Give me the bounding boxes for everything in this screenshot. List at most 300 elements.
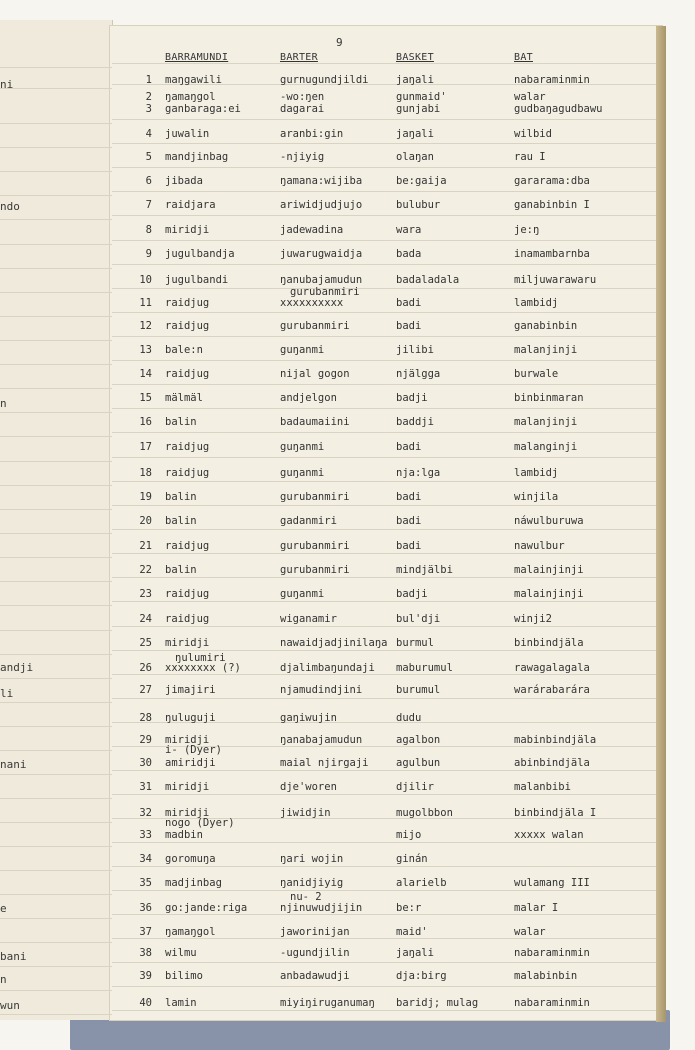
left-ruled-line [0,822,112,823]
barter-cell: -njiyig [280,151,325,163]
barramundi-cell: raidjug [165,467,210,479]
basket-cell: agulbun [396,757,441,769]
barter-cell: xxxxxxxxxx [280,297,344,309]
row-number: 4 [145,128,152,140]
bat-cell: winji2 [514,613,552,625]
barter-cell: juwarugwaidja [280,248,363,260]
header-barter: BARTER [280,52,318,63]
basket-cell: jilibi [396,344,434,356]
left-ruled-line [0,88,112,89]
ruled-line [112,312,656,313]
basket-cell: badji [396,392,428,404]
barramundi-cell: miridji [165,734,210,746]
bat-cell: malainjinji [514,564,584,576]
table-row [0,344,695,358]
left-ruled-line [0,894,112,895]
barter-cell: dagarai [280,103,325,115]
ruled-line [112,215,656,216]
table-row [0,103,695,117]
left-ruled-line [0,726,112,727]
row-number: 39 [139,970,152,982]
left-ruled-line [0,966,112,967]
left-ruled-line [0,870,112,871]
left-ruled-line [0,364,112,365]
bat-cell: rawagalagala [514,662,590,674]
left-ruled-line [0,750,112,751]
ruled-line [112,63,656,64]
row-number: 14 [139,368,152,380]
barramundi-cell: bale:n [165,344,203,356]
row-number: 21 [139,540,152,552]
basket-cell: bul'dji [396,613,441,625]
ruled-line [112,336,656,337]
row-number: 33 [139,829,152,841]
row-number: 18 [139,467,152,479]
barramundi-cell: ganbaraga:ei [165,103,241,115]
table-row [0,564,695,578]
barramundi-note: i- (Dyer) [165,744,222,756]
left-ruled-line [0,702,112,703]
barramundi-cell: balin [165,515,197,527]
table-row [0,224,695,238]
barter-cell: gurubanmiri [280,491,350,503]
bat-cell: warárabarára [514,684,590,696]
left-ruled-line [0,340,112,341]
left-ruled-line [0,990,112,991]
basket-cell: baridj; mulag [396,997,479,1009]
basket-cell: maid' [396,926,428,938]
row-number: 32 [139,807,152,819]
barramundi-cell: maŋgawili [165,74,222,86]
row-number: 7 [145,199,152,211]
barter-cell: gurubanmiri [280,564,350,576]
basket-cell: badji [396,588,428,600]
barter-cell: maial njirgaji [280,757,369,769]
table-row [0,926,695,940]
barramundi-cell: lamin [165,997,197,1009]
barramundi-cell: ŋamaŋgol [165,926,216,938]
barter-cell: gadanmiri [280,515,337,527]
barramundi-cell: jugulbandja [165,248,235,260]
left-ruled-line [0,605,112,606]
table-row [0,781,695,795]
bat-cell: abinbindjäla [514,757,590,769]
barter-cell: nawaidjadjinilaŋa [280,637,388,649]
barramundi-cell: wilmu [165,947,197,959]
row-number: 16 [139,416,152,428]
basket-cell: badi [396,540,422,552]
basket-cell: dudu [396,712,422,724]
barramundi-cell: ŋamaŋgol [165,91,216,103]
table-row [0,441,695,455]
row-number: 17 [139,441,152,453]
header-barramundi: BARRAMUNDI [165,52,229,63]
barter-cell: miyiŋiruganumaŋ [280,997,375,1009]
table-row [0,637,695,651]
barramundi-cell: raidjug [165,368,210,380]
basket-cell: jaŋali [396,128,434,140]
barter-cell: aranbi:gin [280,128,344,140]
barter-cell: guŋanmi [280,588,325,600]
row-number: 27 [139,684,152,696]
ruled-line [112,167,656,168]
barter-cell: guŋanmi [280,344,325,356]
basket-cell: ginán [396,853,428,865]
left-ruled-line [0,244,112,245]
left-ruled-line [0,412,112,413]
bat-cell: malar I [514,902,559,914]
barramundi-cell: miridji [165,807,210,819]
barter-note: nu- 2 [290,891,322,903]
row-number: 12 [139,320,152,332]
barramundi-cell: balin [165,564,197,576]
table-row [0,128,695,142]
left-ruled-line [0,123,112,124]
basket-cell: mugolbbon [396,807,453,819]
ruled-line [112,457,656,458]
barter-cell: njamudindjini [280,684,363,696]
table-row [0,248,695,262]
barter-cell: guŋanmi [280,441,325,453]
basket-cell: njälgga [396,368,441,380]
bat-cell: malanjinji [514,416,578,428]
table-row [0,416,695,430]
barramundi-cell: raidjara [165,199,216,211]
left-page-fragment: n [0,973,7,986]
basket-cell: olaŋan [396,151,434,163]
barramundi-cell: miridji [165,637,210,649]
left-ruled-line [0,581,112,582]
row-number: 40 [139,997,152,1009]
table-row [0,613,695,627]
bat-cell: binbindjäla I [514,807,597,819]
basket-cell: gunjabi [396,103,441,115]
left-ruled-line [0,942,112,943]
table-row [0,199,695,213]
basket-cell: badi [396,441,422,453]
basket-cell: jaŋali [396,947,434,959]
barter-cell: jaworinijan [280,926,350,938]
barramundi-cell: jimajiri [165,684,216,696]
header-bat: BAT [514,52,533,63]
table-row [0,757,695,771]
basket-cell: agalbon [396,734,441,746]
basket-cell: jaŋali [396,74,434,86]
basket-cell: be:gaija [396,175,447,187]
barter-cell: njinuwudjijin [280,902,363,914]
basket-cell: mijo [396,829,422,841]
row-number: 23 [139,588,152,600]
basket-cell: dja:birg [396,970,447,982]
basket-cell: badi [396,297,422,309]
row-number: 5 [145,151,152,163]
row-number: 24 [139,613,152,625]
basket-cell: be:r [396,902,422,914]
bat-cell: gudbaŋagudbawu [514,103,603,115]
ruled-line [112,384,656,385]
barter-cell: jiwidjin [280,807,331,819]
barter-cell: jadewadina [280,224,344,236]
table-row [0,175,695,189]
left-page-fragment: ndo [0,200,20,213]
ruled-line [112,360,656,361]
table-row [0,891,695,916]
left-ruled-line [0,630,112,631]
bat-cell: wilbid [514,128,552,140]
bat-cell: nawulbur [514,540,565,552]
bat-cell: wulamang III [514,877,590,889]
barter-cell: dje'woren [280,781,337,793]
row-number: 36 [139,902,152,914]
row-number: 10 [139,274,152,286]
row-number: 34 [139,853,152,865]
bat-cell: ganabinbin [514,320,578,332]
table-row [0,286,695,311]
basket-cell: badi [396,320,422,332]
table-row [0,467,695,481]
table-row [0,997,695,1011]
barramundi-cell: raidjug [165,441,210,453]
bat-cell: nabaraminmin [514,947,590,959]
barter-cell: ariwidjudjujo [280,199,363,211]
table-row [0,320,695,334]
basket-cell: burumul [396,684,441,696]
basket-cell: djilir [396,781,434,793]
bat-cell: xxxxx walan [514,829,584,841]
barter-cell: anbadawudji [280,970,350,982]
ruled-line [112,408,656,409]
left-ruled-line [0,1014,112,1015]
barramundi-cell: goromuŋa [165,853,216,865]
table-row [0,970,695,984]
barramundi-cell: raidjug [165,297,210,309]
table-row [0,853,695,867]
barter-cell: andjelgon [280,392,337,404]
row-number: 11 [139,297,152,309]
table-row [0,877,695,891]
barter-cell: -ugundjilin [280,947,350,959]
left-ruled-line [0,557,112,558]
left-ruled-line [0,846,112,847]
ruled-line [112,191,656,192]
left-page-fragment: andji [0,661,34,674]
left-ruled-line [0,533,112,534]
basket-cell: baddji [396,416,434,428]
left-ruled-line [0,461,112,462]
basket-cell: badaladala [396,274,460,286]
table-row [0,540,695,554]
table-row [0,947,695,961]
barter-cell: ŋanidjiyig [280,877,344,889]
barramundi-note: nogo (Dyer) [165,817,235,829]
bat-cell: winjila [514,491,559,503]
barter-cell: gaŋiwujin [280,712,337,724]
left-ruled-line [0,509,112,510]
bat-cell: nabaraminmin [514,74,590,86]
barramundi-note: ŋulumiri [175,652,226,664]
barramundi-cell: bilimo [165,970,203,982]
basket-cell: mindjälbi [396,564,453,576]
bat-cell: mabinbindjäla [514,734,597,746]
ruled-line [112,529,656,530]
row-number: 15 [139,392,152,404]
basket-cell: bada [396,248,422,260]
left-ruled-line [0,798,112,799]
row-number: 37 [139,926,152,938]
row-number: 8 [145,224,152,236]
bat-cell: burwale [514,368,559,380]
row-number: 6 [145,175,152,187]
left-ruled-line [0,268,112,269]
barter-cell: gurubanmiri [280,540,350,552]
barter-cell: nijal gogon [280,368,350,380]
basket-cell: wara [396,224,422,236]
left-ruled-line [0,918,112,919]
left-page-fragment: nani [0,758,27,771]
barramundi-cell: ŋuluguji [165,712,216,724]
table-row [0,734,695,756]
ruled-line [112,986,656,987]
left-ruled-line [0,67,112,68]
left-ruled-line [0,654,112,655]
ruled-line [112,240,656,241]
row-number: 3 [145,103,152,115]
left-page-fragment: ni [0,78,14,91]
row-number: 13 [139,344,152,356]
left-page-fragment: n [0,397,7,410]
row-number: 2 [145,91,152,103]
table-row [0,588,695,602]
row-number: 25 [139,637,152,649]
ruled-line [112,432,656,433]
left-ruled-line [0,316,112,317]
basket-cell: badi [396,515,422,527]
basket-cell: nja:lga [396,467,441,479]
page-number: 9 [336,36,343,49]
bat-cell: náwulburuwa [514,515,584,527]
table-row [0,491,695,505]
barter-cell: gurubanmiri [280,320,350,332]
ruled-line [112,698,656,699]
left-ruled-line [0,485,112,486]
left-page-fragment: wun [0,999,20,1012]
ruled-line [112,962,656,963]
row-number: 20 [139,515,152,527]
barramundi-cell: juwalin [165,128,210,140]
barter-note: gurubanmiri [290,286,360,298]
barramundi-cell: miridji [165,781,210,793]
bat-cell: malainjinji [514,588,584,600]
table-row [0,712,695,726]
barramundi-cell: go:jande:riga [165,902,248,914]
barter-cell: wiganamir [280,613,337,625]
bat-cell: malabinbin [514,970,578,982]
bat-cell: walar [514,91,546,103]
barramundi-cell: madjinbag [165,877,222,889]
table-row [0,368,695,382]
bat-cell: malanbibi [514,781,571,793]
barter-cell: ŋanabajamudun [280,734,363,746]
barramundi-cell: balin [165,416,197,428]
barter-cell: guŋanmi [280,467,325,479]
bat-cell: miljuwarawaru [514,274,597,286]
barramundi-cell: raidjug [165,540,210,552]
row-number: 29 [139,734,152,746]
bat-cell: binbindjäla [514,637,584,649]
row-number: 19 [139,491,152,503]
left-ruled-line [0,292,112,293]
left-ruled-line [0,147,112,148]
bat-cell: malanjinji [514,344,578,356]
table-row [0,652,695,676]
bat-cell: ganabinbin I [514,199,590,211]
row-number: 28 [139,712,152,724]
bat-cell: je:ŋ [514,224,540,236]
barramundi-cell: raidjug [165,588,210,600]
barramundi-cell: jugulbandi [165,274,229,286]
bat-cell: lambidj [514,467,559,479]
barter-cell: ŋari wojin [280,853,344,865]
bat-cell: lambidj [514,297,559,309]
left-page-fragment: bani [0,950,27,963]
row-number: 35 [139,877,152,889]
basket-cell: maburumul [396,662,453,674]
basket-cell: burmul [396,637,434,649]
bat-cell: binbinmaran [514,392,584,404]
barter-cell: gurnugundjildi [280,74,369,86]
bat-cell: rau I [514,151,546,163]
ruled-line [112,481,656,482]
barramundi-cell: raidjug [165,613,210,625]
ruled-line [112,264,656,265]
barramundi-cell: miridji [165,224,210,236]
row-number: 30 [139,757,152,769]
row-number: 1 [145,74,152,86]
ruled-line [112,505,656,506]
left-page-fragment: e [0,902,7,915]
barter-cell: ŋanubajamudun [280,274,363,286]
table-row [0,807,695,829]
bat-cell: walar [514,926,546,938]
table-row [0,684,695,698]
row-number: 38 [139,947,152,959]
left-ruled-line [0,195,112,196]
left-ruled-line [0,388,112,389]
barramundi-cell: balin [165,491,197,503]
table-row [0,515,695,529]
barter-cell: djalimbaŋundaji [280,662,375,674]
barramundi-cell: mälmäl [165,392,203,404]
row-number: 9 [145,248,152,260]
table-row [0,392,695,406]
row-number: 26 [139,662,152,674]
barter-cell: ŋamana:wijiba [280,175,363,187]
ruled-line [112,143,656,144]
ruled-line [112,288,656,289]
barramundi-cell: madbin [165,829,203,841]
bat-cell: malanginji [514,441,578,453]
barter-cell: badaumaiini [280,416,350,428]
basket-cell: bulubur [396,199,441,211]
bat-cell: inamambarnba [514,248,590,260]
table-row [0,74,695,88]
ruled-line [112,119,656,120]
basket-cell: badi [396,491,422,503]
left-ruled-line [0,678,112,679]
basket-cell: alarielb [396,877,447,889]
barramundi-cell: xxxxxxxx (?) [165,662,241,674]
left-ruled-line [0,774,112,775]
